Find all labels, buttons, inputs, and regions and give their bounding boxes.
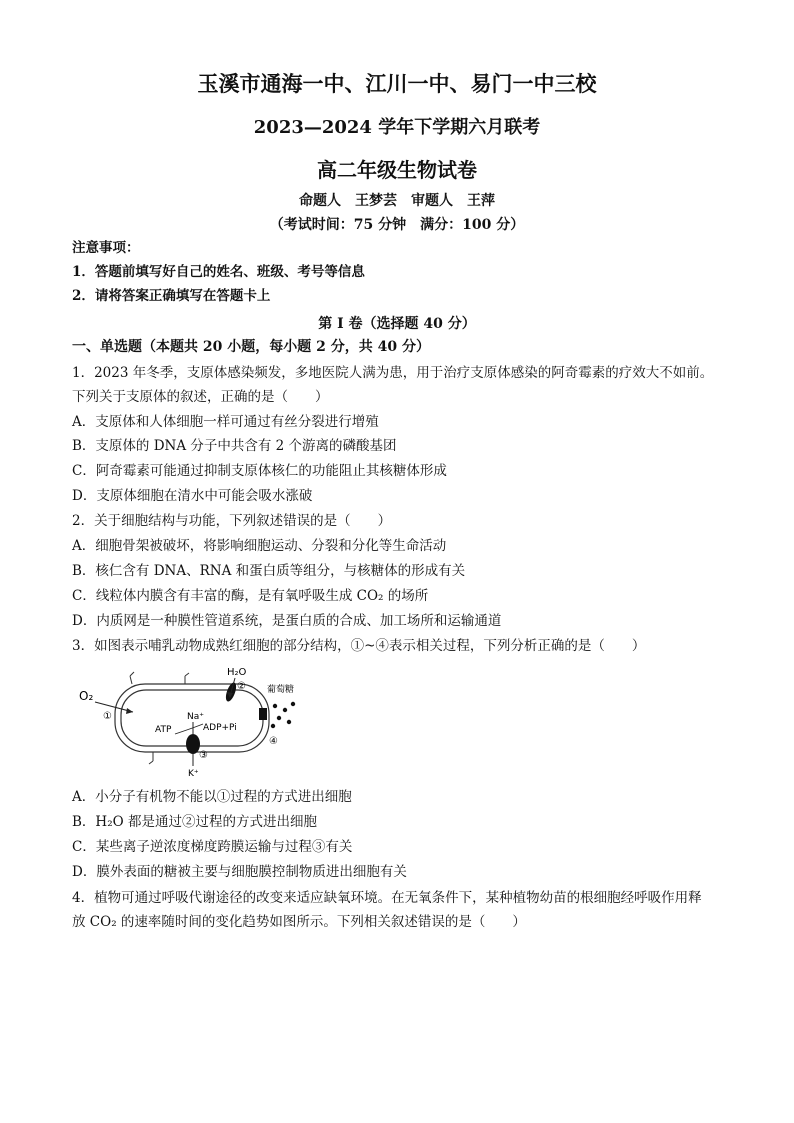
- o2-label: O₂: [79, 689, 94, 703]
- option-b: B．H₂O 都是通过②过程的方式进出细胞: [72, 814, 317, 830]
- question-stem: 下列关于支原体的叙述，正确的是（ ）: [72, 389, 329, 405]
- glucose-label: 葡萄糖: [267, 685, 295, 695]
- step2-label: ②: [237, 681, 246, 692]
- term-title: 2023—2024 学年下学期六月联考: [253, 117, 541, 138]
- step4-label: ④: [269, 736, 278, 747]
- option-b: B．支原体的 DNA 分子中共含有 2 个游离的磷酸基团: [72, 438, 397, 454]
- option-c: C．线粒体内膜含有丰富的酶，是有氧呼吸生成 CO₂ 的场所: [72, 588, 429, 604]
- na-label: Na⁺: [187, 712, 204, 722]
- k-label: K⁺: [188, 769, 199, 779]
- adp-label: ADP+Pi: [203, 723, 237, 733]
- exam-info: （考试时间：75 分钟 满分：100 分）: [269, 217, 525, 233]
- part-title: 第 I 卷（选择题 40 分）: [318, 316, 476, 332]
- step1-label: ①: [103, 711, 112, 722]
- option-d: D．膜外表面的糖被主要与细胞膜控制物质进出细胞有关: [72, 864, 407, 880]
- glucose-molecules: [271, 702, 295, 728]
- option-c: C．阿奇霉素可能通过抑制支原体核仁的功能阻止其核糖体形成: [72, 463, 447, 479]
- glycoprotein-icon: [130, 672, 134, 684]
- glycoprotein-icon: [149, 752, 153, 764]
- option-d: D．内质网是一种膜性管道系统，是蛋白质的合成、加工场所和运输通道: [72, 613, 502, 629]
- question-stem: 3．如图表示哺乳动物成熟红细胞的部分结构，①~④表示相关过程，下列分析正确的是（ ）: [72, 638, 646, 654]
- atp-label: ATP: [155, 725, 172, 735]
- glycoprotein-icon: [185, 673, 189, 684]
- authors-line: 命题人 王梦芸 审题人 王萍: [299, 193, 495, 209]
- question-stem: 放 CO₂ 的速率随时间的变化趋势如图所示。下列相关叙述错误的是（ ）: [72, 914, 526, 930]
- question-stem: 4．植物可通过呼吸代谢途径的改变来适应缺氧环境。在无氧条件下，某种植物幼苗的根细胞经呼吸作用释: [72, 890, 702, 906]
- question-stem: 2．关于细胞结构与功能，下列叙述错误的是（ ）: [72, 513, 392, 529]
- option-d: D．支原体细胞在清水中可能会吸水涨破: [72, 488, 313, 504]
- school-title: 玉溪市通海一中、江川一中、易门一中三校: [197, 71, 597, 96]
- subject-title: 高二年级生物试卷: [317, 158, 477, 182]
- h2o-label: H₂O: [227, 667, 247, 678]
- option-a: A．细胞骨架被破坏，将影响细胞运动、分裂和分化等生命活动: [72, 538, 447, 554]
- glucose-carrier-icon: [259, 708, 267, 720]
- question-stem: 1．2023 年冬季，支原体感染频发，多地医院人满为患，用于治疗支原体感染的阿奇霉素的疗效大不如前。: [72, 365, 714, 381]
- option-c: C．某些离子逆浓度梯度跨膜运输与过程③有关: [72, 839, 353, 855]
- section-title: 一、单选题（本题共 20 小题，每小题 2 分，共 40 分）: [72, 339, 430, 355]
- option-a: A．小分子有机物不能以①过程的方式进出细胞: [72, 789, 352, 805]
- step3-label: ③: [199, 750, 208, 761]
- option-b: B．核仁含有 DNA、RNA 和蛋白质等组分，与核糖体的形成有关: [72, 563, 466, 579]
- note-item: 1．答题前填写好自己的姓名、班级、考号等信息: [72, 264, 365, 280]
- note-item: 2．请将答案正确填写在答题卡上: [72, 288, 271, 304]
- na-k-pump-icon: [186, 734, 200, 754]
- option-a: A．支原体和人体细胞一样可通过有丝分裂进行增殖: [72, 414, 379, 430]
- red-blood-cell-diagram: [75, 662, 305, 780]
- notes-heading: 注意事项：: [72, 240, 140, 256]
